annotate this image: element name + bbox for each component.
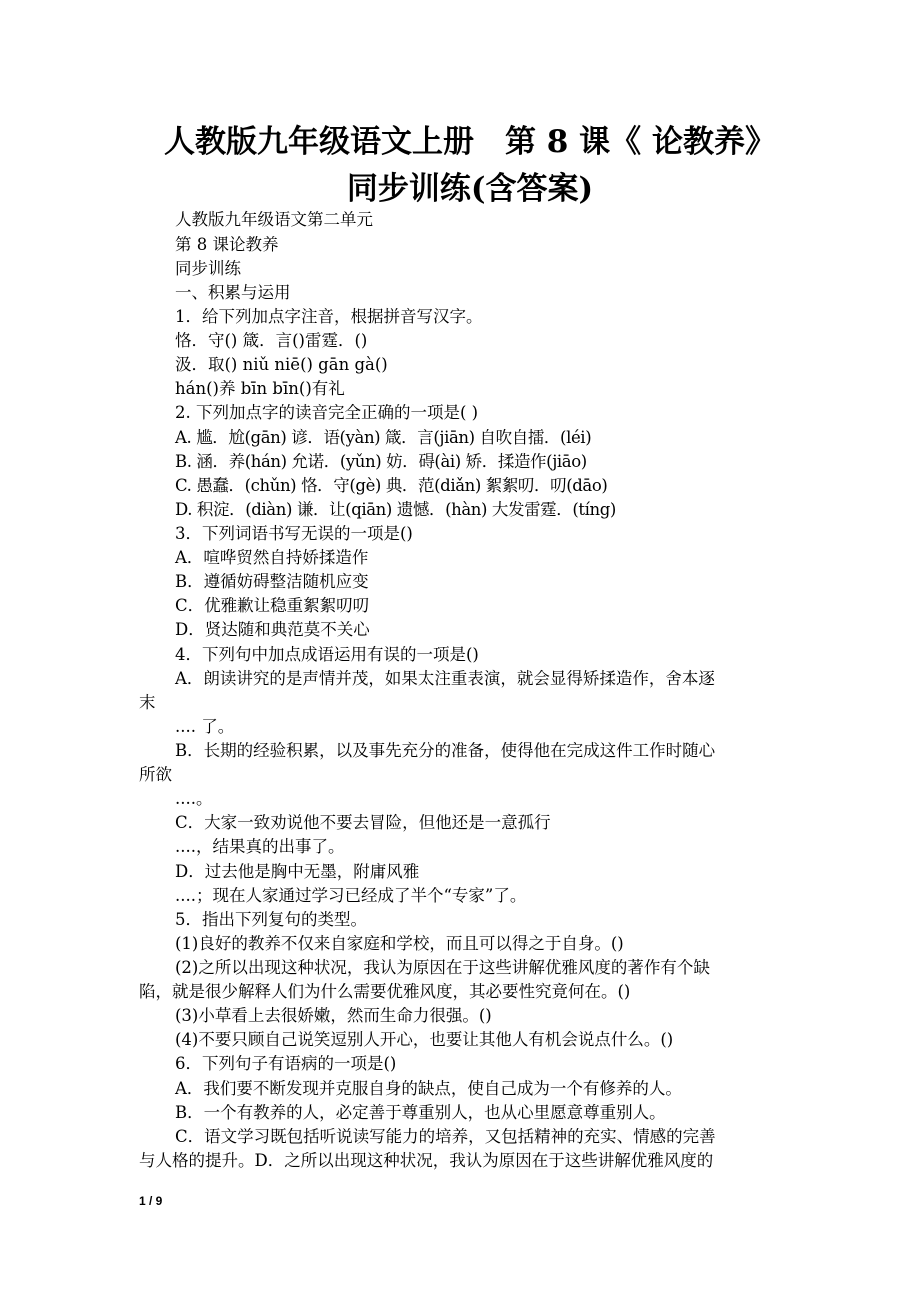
document-title-line-2: 同步训练(含答案) xyxy=(346,171,594,207)
text-line: B．长期的经验积累，以及事先充分的准备，使得他在完成这件工作时随心 xyxy=(175,741,716,760)
text-line: C．大家一致劝说他不要去冒险，但他还是一意孤行 xyxy=(175,813,551,832)
text-line: A．朗读讲究的是声情并茂，如果太注重表演，就会显得矫揉造作，舍本逐 xyxy=(175,669,715,688)
document-title-line-1: 人教版九年级语文上册 第 8 课《 论教养》 xyxy=(164,124,776,160)
text-line: B. 涵．养(hán) 允诺．(yǔn) 妨．碍(ài) 矫．揉造作(jiāo) xyxy=(175,452,587,471)
text-line: 人教版九年级语文第二单元 xyxy=(175,210,373,229)
text-line: D．贤达随和典范莫不关心 xyxy=(175,620,370,639)
text-line: A. 尴．尬(gān) 谚．语(yàn) 箴．言(jiān) 自吹自擂．(léi) xyxy=(175,428,592,447)
text-line: 同步训练 xyxy=(175,259,241,278)
text-line: D．过去他是胸中无墨，附庸风雅 xyxy=(175,862,420,881)
text-line: C. 愚蠢．(chǔn) 恪．守(gè) 典．范(diǎn) 絮絮叨．叨(dāo) xyxy=(175,476,608,495)
page-number: 1 / 9 xyxy=(139,1194,163,1208)
text-line: (1)良好的教养不仅来自家庭和学校，而且可以得之于自身。() xyxy=(175,934,624,953)
text-line: 6．下列句子有语病的一项是() xyxy=(175,1054,397,1073)
text-line: 末 xyxy=(139,693,156,712)
text-line: 4．下列句中加点成语运用有误的一项是() xyxy=(175,645,479,664)
text-line: ....，结果真的出事了。 xyxy=(175,837,345,856)
text-line: C．语文学习既包括听说读写能力的培养，又包括精神的充实、情感的完善 xyxy=(175,1127,716,1146)
text-line: hán()养 bīn bīn()有礼 xyxy=(175,379,345,398)
text-line: 汲．取() niǔ niē() gān gà() xyxy=(175,355,388,374)
text-line: (3)小草看上去很娇嫩，然而生命力很强。() xyxy=(175,1006,492,1025)
text-line: 2. 下列加点字的读音完全正确的一项是( ) xyxy=(175,403,479,422)
text-line: 与人格的提升。D．之所以出现这种状况，我认为原因在于这些讲解优雅风度的 xyxy=(139,1151,714,1170)
text-line: ....；现在人家通过学习已经成了半个“专家”了。 xyxy=(175,886,527,905)
text-line: 恪．守() 箴．言()雷霆．() xyxy=(175,331,368,350)
text-line: D. 积淀．(diàn) 谦．让(qiān) 遗憾．(hàn) 大发雷霆．(tíng) xyxy=(175,500,616,519)
text-line: .... 了。 xyxy=(175,717,235,736)
text-line: C．优雅歉让稳重絮絮叨叨 xyxy=(175,596,370,615)
text-line: 陷，就是很少解释人们为什么需要优雅风度，其必要性究竟何在。() xyxy=(139,982,631,1001)
text-line: (4)不要只顾自己说笑逗别人开心，也要让其他人有机会说点什么。() xyxy=(175,1030,674,1049)
text-line: 一、积累与运用 xyxy=(175,283,291,302)
text-line: 所欲 xyxy=(139,765,172,784)
text-line: (2)之所以出现这种状况，我认为原因在于这些讲解优雅风度的著作有个缺 xyxy=(175,958,710,977)
text-line: A．我们要不断发现并克服自身的缺点，使自己成为一个有修养的人。 xyxy=(175,1079,682,1098)
text-line: B．遵循妨碍整洁随机应变 xyxy=(175,572,369,591)
text-line: ....。 xyxy=(175,789,213,808)
text-line: A．喧哗贸然自持娇揉造作 xyxy=(175,548,369,567)
text-line: 1．给下列加点字注音，根据拼音写汉字。 xyxy=(175,307,483,326)
text-line: 第 8 课论教养 xyxy=(175,235,279,254)
text-line: 3．下列词语书写无误的一项是() xyxy=(175,524,413,543)
text-line: B．一个有教养的人，必定善于尊重别人，也从心里愿意尊重别人。 xyxy=(175,1103,666,1122)
text-line: 5．指出下列复句的类型。 xyxy=(175,910,367,929)
